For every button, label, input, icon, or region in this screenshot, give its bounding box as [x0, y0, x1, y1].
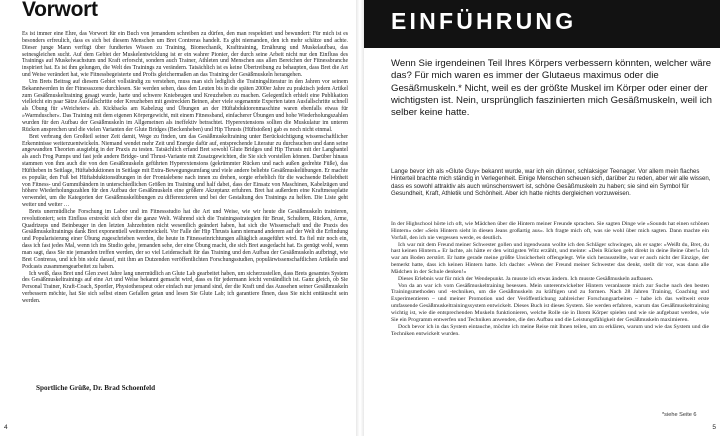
- right-page: [364, 0, 720, 436]
- left-page: [0, 0, 356, 436]
- foreword-title: Vorwort: [22, 0, 98, 21]
- foreword-signature: Sportliche Grüße, Dr. Brad Schoenfeld: [36, 384, 156, 392]
- page-number-right: 5: [712, 424, 716, 431]
- footnote: *siehe Seite 6: [662, 412, 697, 418]
- chapter-lead: Wenn Sie irgendeinen Teil Ihres Körpers verbessern könnten, welcher wäre das? Für mich waren es immer der Glutaeus maximus oder die Gesäßmuskeln.* Nicht, weil es der größte Muskel im Körper oder einer der wichtigsten ist. Nein, ursprünglich faszinierten mich Gesäßmuskeln, weil ich selber keine hatte.: [391, 58, 712, 119]
- page-number-left: 4: [4, 424, 8, 431]
- chapter-title: EINFÜHRUNG: [391, 8, 577, 34]
- chapter-body: [391, 221, 709, 337]
- foreword-body: [22, 31, 348, 305]
- foreword-paragraph: Brets unermüdliche Forschung im Labor und im Fitnessstudio hat die Art und Weise, wie wir heute die Gesäßmuskeln trainieren, revolutioniert; sein Einfluss erstreckt sich über die ganze Welt. Während sich die Trainingsstrategien für Brust, Schultern, Rücken, Arme, Quadrizeps und Beinbeuger in den letzten Jahrzehnten nicht wesentlich geändert haben, hat sich die Wissenschaft und die Praxis des Gesäßmuskeltrainings dank Bret exponentiell weiterentwickelt. Vor Falle der Hip Thrusts kann niemand anderem auf der Welt die Erfindung und Popularisierung einer Übung zugeschrieben werden, die heute in Fitnesseinrichtungen alltäglich ausgeführt wird. Es fiel mir noch ein, dass ich fast jedes Mal, wenn ich ins Studio gehe, jemanden sehe, der eine Übung macht, die sich Bret ausgedacht hat. Es genügt wohl, wenn man sagt, dass Sie nie jemanden treffen werden, der so viel Leidenschaft für das Training und den Aufbau der Gesäßmuskeln aufbringt, wie Bret Contreras, und ich bin stolz darauf, mit ihm an Dutzenden veröffentlichten Forschungsstudien, populärwissenschaftlichen Artikeln und Podcasts zusammengearbeitet zu haben.: [22, 208, 348, 270]
- foreword-paragraph: Ich weiß, dass Bret und Glen zwei Jahre lang unermüdlich an Glute Lab gearbeitet haben, um sicherzustellen, dass Brets gesamtes System des Gesäßmuskeltrainings auf eine Art und Weise bekannt gemacht wird, dass es für jedermann leicht verständlich ist. Ganz gleich, ob Sie Personal Trainer, Kraft-Coach, Sportler, Physiotherapeut oder einfach nur jemand sind, der die Kraft und das Aussehen seiner Gesäßmuskeln verbessern möchte, hat Sie sich selbst einen Gefallen getan und lesen Sie Glute Lab; ich garantiere Ihnen, dass Sie nicht enttäuscht sein werden.: [22, 270, 348, 304]
- foreword-paragraph: Es ist immer eine Ehre, das Vorwort für ein Buch von jemandem schreiben zu dürfen, den man respektiert und bewundert: Für mich ist es besonders erfreulich, dass es sich bei diesem Menschen um Bret Contreras handelt. Es gibt niemanden, den ich mehr schätze und achte. Dieser junge Mann verfügt über fundiertes Wissen zu Training, Biomechanik, Krafttraining, Ernährung und Muskelaufbau, das seinesgleichen sucht. Auf dem Gebiet der Muskelentwicklung ist er ein wahrer Pionier, der durch seine Arbeit nicht nur den Einfluss des Trainings auf Muskelwachstum und Kraft erforscht, sondern auch Trainer, Athleten und Menschen aus allen Bereichen der Fitnessbranche inspiriert hat. Es ist ihm gelungen, die Welt des Trainings zu verändern. Tatsächlich ist es keine Übertreibung zu behaupten, dass Bret die Art und Weise verändert hat, wie Fitnessbegeisterte und Profis gleichermaßen an das Training der Gesäßmuskeln herangehen.: [22, 31, 348, 79]
- chapter-paragraph: In der Highschool hörte ich oft, wie Mädchen über die Hintern meiner Freunde sprachen. Sie sagten Dinge wie »Sounds hat einen schönen Hintern« oder »Sein Hintern sieht in diesen Jeans großartig aus«. Ich fragte mich oft, was sie wohl über mich sagten. Dann machte ein Vorfall, den ich nie vergessen werde, es deutlich.: [391, 221, 709, 241]
- book-gutter: [356, 0, 364, 436]
- chapter-paragraph: Von da an war ich vom Gesäßmuskeltraining besessen. Mein unterentwickelter Hintern veranlasste mich zur Suche nach den besten Trainingsmethoden und -techniken, um die Gesäßmuskeln zu kräftigen und zu formen. Nach 28 Jahren Training, Coaching und Experimentieren – und meiner Promotion und der Veröffentlichung zahlreicher Forschungsarbeiten – habe ich das weltweit erste umfassende Gesäßmuskeltrainingssystem entwickelt. Dieses Buch ist dieses System. Sie werden erfahren, warum das Gesäßmuskeltraining wichtig ist, wie die entsprechenden Muskeln funktionieren, welche Rolle sie in Ihrem Körper spielen und wie sie aufgebaut werden, wie Sie ein Programm entwerfen und Techniken anwenden, die den Aufbau und die Leistungsfähigkeit der Gesäßmuskeln maximieren.: [391, 282, 709, 323]
- chapter-banner: [364, 0, 720, 48]
- chapter-paragraph: Doch bevor ich in das System eintauche, möchte ich meine Reise mit Ihnen teilen, um zu erklären, warum und wie das System und die Techniken entwickelt wurden.: [391, 323, 709, 337]
- foreword-paragraph: Bret verbrang den Großteil seiner Zeit damit, Wege zu finden, um das Gesäßmuskeltraining unter Berücksichtigung wissenschaftlicher Erkenntnisse weiterzuentwickeln. Niemand wendet mehr Zeit und Energie dafür auf, entsprechende Literatur zu durchsuchen und dann seine angewandten Theorien ausgiebig in der Praxis zu testen. Tatsächlich erfand Bret sowohl Glute Bridges und Hip Thrusts mit der Langhantel als auch Frog Pumps und fast jede andere Bridge- und Thrust-Variante mit Zusatzgewichten, die Sie sich vorstellen können. Darüber hinaus stammen von ihm auch die von den Gesäßmuskeln geführten Hyperextensions (gekrümmter Rücken und nach außen gedrehte Füße), das Hüftheben in Seitlage, Hüftabduktionen in Seitlage mit Extra-Bewegungsumfang und viele andere beliebte Gesäßmuskelübungen. Er machte es populär, den Fuß bei Hüftabduktionsübungen in der Frontalebene nach innen zu drehen, sorgte erheblich für die wachsende Beliebtheit von Fitness- und Gummibändern in unterschiedlichen Größen im Training und half dabei, dass der Einsatz von Maschinen, Kabelzügen und höhere Wiederholungszahlen für den Aufbau der Gesäßmuskeln eine größere Akzeptanz erfuhren. Bret hat außerdem eine Kraftmessplatte verwendet, um die Kategorien der Gesäßmuskelübungen zu differenzieren und bei der Gestaltung des Trainings zu helfen. Die Liste geht weiter und weiter …: [22, 133, 348, 209]
- chapter-paragraph: Ich war mit dem Freund meiner Schwester gollen und irgendwann wollte ich den Schläger schwingen, als er sagte: »Weißt du, Bret, du hast keinen Hintern.« Er lachte, als hätte er den witzigsten Witz erzählt, und meinte: »Dein Rücken geht direkt in deine Beine über!« Ich war am Boden zerstört. Er hatte gerade meine größte Unsicherheit offengelegt. Wie sich herausstellte, war er auch nicht der Einzige, der bemerkt hatte, dass ich keinen Hintern hatte. Ich dachte: »Wenn der Freund meiner Schwester das denkt, stellt dir vor, was dann alle Mädchen in der Schule denken!«: [391, 241, 709, 275]
- chapter-intro: Lange bevor ich als »Glute Guy« bekannt wurde, war ich ein dünner, schlaksiger Teenager. Vor allem mein flaches Hinterteil brachte mich ständig in Verlegenheit. Einige Menschen scheuen sich, darüber zu reden, aber wir alle wissen, dass es sowohl attraktiv als auch wünschenswert ist, schöne Gesäßmuskeln zu haben; sie sind ein Symbol für Gesundheit, Kraft, Athletik und Schönheit. Aber ich hatte nichts dergleichen vorzuweisen.: [391, 168, 711, 198]
- chapter-paragraph: Dieses Erlebnis war für mich der Wendepunkt. Ja musste ich etwas ändern. Ich musste Gesäßmuskeln aufbauen.: [398, 275, 654, 282]
- foreword-paragraph: Um Brets Beitrag auf diesem Gebiet vollständig zu verstehen, muss man sich lediglich die Trainingsliteratur in den Jahren vor seinem Bekanntwerden in der Fitnessszene durchlesen. Sie werden sehen, dass den Leuten bis in die späten 2000er Jahre zu praktisch jedem Artikel zum Gesäßmuskeltraining gesagt wurde, harte und schwere Kniebeugen und Kreuzheben zu machen. Gelegentlich erhielt eine Publikation vielleicht ein paar Sätze Ausfallschritte oder Kreuzheben mit gestreckten Beinen, aber viele sogenannte Experten taten Ausfallschritte schnell als Übung für »Weicheier« ab. Kickbacks am Kabelzug und Übungen an der Hüftabduktorenmaschine waren ebenfalls etwas für »Warmduscher«. Das Training mit dem eigenen Körpergewicht, mit einem Fitnessband, einfacherer Übungen und hohe Wiederholungszahlen wurden für den Aufbau der Gesäßmuskeln im Allgemeinen als ineffektiv betrachtet. Hyperextensions sollten die Muskulatur im unteren Rücken ansprechen und die vielen Varianten der Glute Bridges (Beckenheben) und Hip Thrusts (Hüftstoßen) gab es noch nicht einmal.: [22, 78, 348, 133]
